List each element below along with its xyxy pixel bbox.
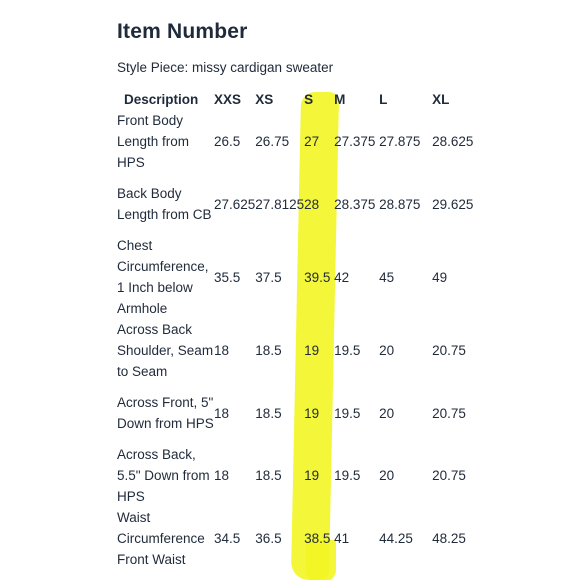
cell-xs: 37.5 [255, 269, 282, 285]
header-size-s: S [304, 91, 314, 107]
cell-l: 27.875 [379, 134, 421, 149]
cell-xs: 26.75 [255, 134, 290, 149]
cell-s: 39.5 [304, 269, 331, 285]
cell-m: 19.5 [334, 343, 361, 358]
cell-xxs: 18 [214, 405, 230, 421]
row-description: Front Body Length from HPS [117, 113, 190, 170]
cell-s: 27 [304, 134, 320, 149]
row-description: Back Body Length from CB [117, 186, 212, 222]
header-description: Description [124, 91, 199, 107]
cell-xl: 48.25 [432, 531, 466, 546]
row-description: Waist Circumference Front Waist [117, 510, 205, 567]
table-row [114, 235, 474, 319]
table-row [114, 444, 474, 507]
cell-xxs: 18 [214, 468, 230, 483]
cell-m: 19.5 [334, 468, 361, 483]
header-size-xl: XL [432, 91, 450, 107]
cell-xs: 18.5 [255, 343, 282, 358]
cell-s: 28 [304, 196, 320, 212]
header-size-l: L [379, 91, 388, 107]
cell-l: 20 [379, 468, 395, 483]
measurement-table [114, 88, 474, 570]
cell-xl: 20.75 [432, 468, 466, 483]
cell-xl: 29.625 [432, 196, 474, 212]
table-header-row [114, 88, 474, 110]
cell-l: 45 [379, 269, 395, 285]
cell-xxs: 34.5 [214, 531, 241, 546]
cell-m: 27.375 [334, 134, 376, 149]
header-size-xxs: XXS [214, 91, 242, 107]
table-row [114, 173, 474, 235]
cell-xl: 49 [432, 269, 448, 285]
row-description: Across Front, 5" Down from HPS [117, 395, 214, 431]
page-title: Item Number [117, 20, 248, 43]
cell-m: 41 [334, 531, 350, 546]
cell-xl: 20.75 [432, 405, 466, 421]
style-piece-label: Style Piece: missy cardigan sweater [117, 60, 334, 75]
cell-l: 20 [379, 343, 395, 358]
cell-xxs: 26.5 [214, 134, 241, 149]
cell-xl: 28.625 [432, 134, 474, 149]
cell-m: 42 [334, 269, 350, 285]
cell-xxs: 27.625 [214, 196, 256, 212]
cell-l: 20 [379, 405, 395, 421]
table-row [114, 319, 474, 382]
cell-l: 44.25 [379, 531, 413, 546]
header-size-xs: XS [255, 91, 274, 107]
cell-l: 28.875 [379, 196, 421, 212]
cell-s: 19 [304, 405, 320, 421]
cell-xs: 18.5 [255, 405, 282, 421]
cell-xs: 27.8125 [255, 196, 305, 212]
cell-m: 19.5 [334, 405, 361, 421]
cell-xs: 18.5 [255, 468, 282, 483]
table-row [114, 507, 474, 570]
row-description: Across Back Shoulder, Seam to Seam [117, 322, 214, 379]
table-row [114, 110, 474, 173]
row-description: Across Back, 5.5" Down from HPS [117, 447, 210, 504]
cell-xxs: 35.5 [214, 269, 241, 285]
cell-xxs: 18 [214, 343, 230, 358]
cell-xs: 36.5 [255, 531, 282, 546]
cell-m: 28.375 [334, 196, 376, 212]
row-description: Chest Circumference, 1 Inch below Armhole [117, 238, 209, 316]
cell-s: 19 [304, 468, 320, 483]
cell-s: 19 [304, 343, 320, 358]
cell-s: 38.5 [304, 531, 331, 546]
cell-xl: 20.75 [432, 343, 466, 358]
header-size-m: M [334, 91, 346, 107]
table-row [114, 382, 474, 444]
